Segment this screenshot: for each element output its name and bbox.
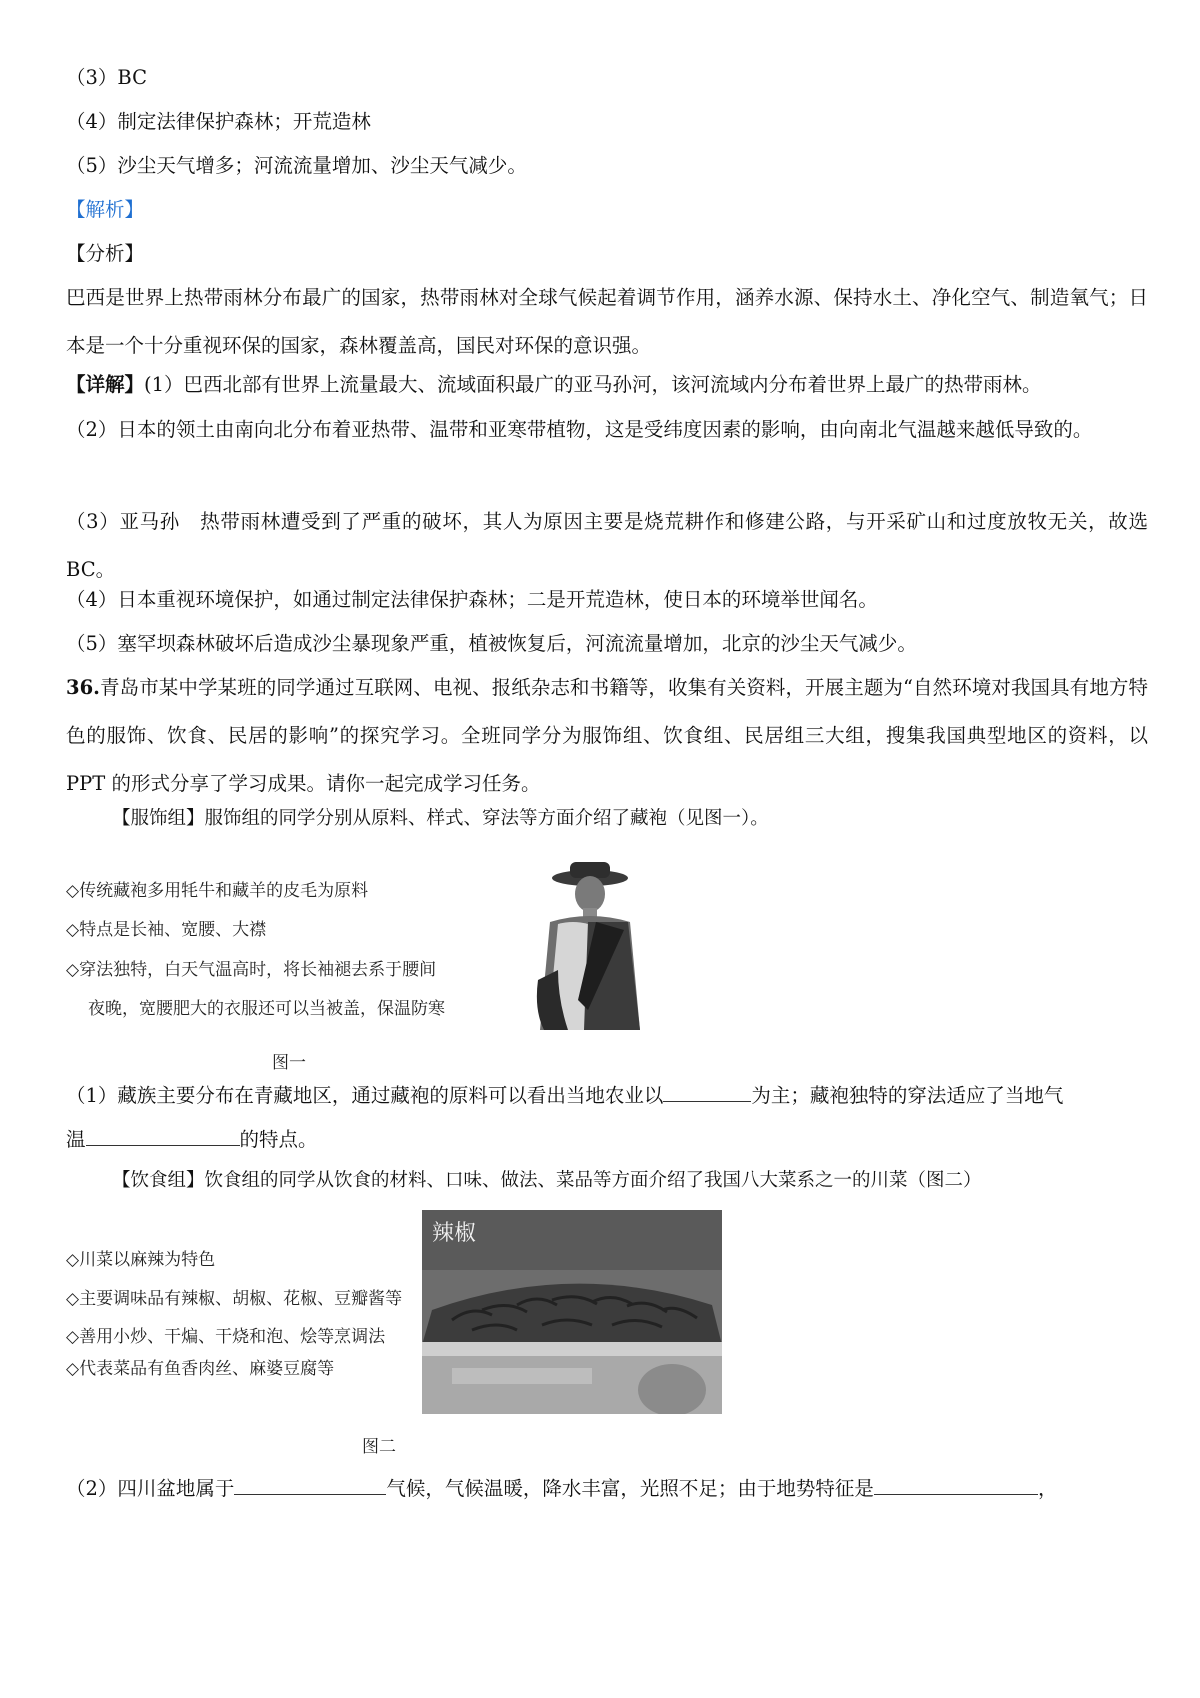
clothing-bullet-2: ◇特点是长袖、宽腰、大襟 xyxy=(66,920,267,940)
question-number: 36. xyxy=(66,676,100,699)
chili-label: 辣椒 xyxy=(432,1221,477,1246)
food-bullet-2: ◇主要调味品有辣椒、胡椒、花椒、豆瓣酱等 xyxy=(66,1289,403,1309)
question-1-text-a: （1）藏族主要分布在青藏地区，通过藏袍的原料可以看出当地农业以 xyxy=(66,1084,664,1107)
detail-1 xyxy=(66,371,1042,399)
clothing-bullet-1: ◇传统藏袍多用牦牛和藏羊的皮毛为原料 xyxy=(66,881,369,901)
answer-blank-agriculture[interactable] xyxy=(663,1081,751,1102)
clothing-bullet-4: 夜晚，宽腰肥大的衣服还可以当被盖，保温防寒 xyxy=(88,999,445,1019)
question-36 xyxy=(66,664,1148,808)
answer-blank-terrain[interactable] xyxy=(874,1474,1038,1495)
analysis-paragraph: 巴西是世界上热带雨林分布最广的国家，热带雨林对全球气候起着调节作用，涵养水源、保持水土、净化空气、制造氧气；日本是一个十分重视环保的国家，森林覆盖高，国民对环保的意识强。 xyxy=(66,286,1148,357)
question-1-line-2 xyxy=(66,1125,318,1154)
tibetan-robe-photo xyxy=(528,860,658,1030)
question-2-text-a: （2）四川盆地属于 xyxy=(66,1477,235,1500)
clothing-intro: 【服饰组】服饰组的同学分别从原料、样式、穿法等方面介绍了藏袍（见图一）。 xyxy=(112,808,769,829)
question-1-text-d: 的特点。 xyxy=(239,1128,318,1151)
question-36-text: 青岛市某中学某班的同学通过互联网、电视、报纸杂志和书籍等，收集有关资料，开展主题为“自然环境对我国具有地方特色的服饰、饮食、民居的影响”的探究学习。全班同学分为服饰组、饮食组、民居组三大组，搜集我国典型地区的资料，以 PPT 的形式分享了学习成果。请你一起完成学习任务。 xyxy=(66,676,1148,795)
answer-blank-temperature[interactable] xyxy=(86,1125,240,1146)
tibetan-robe-illustration-icon xyxy=(528,860,658,1030)
detail-2: （2）日本的领土由南向北分布着亚热带、温带和亚寒带植物，这是受纬度因素的影响，由向南北气温越来越低导致的。 xyxy=(66,418,1093,441)
detail-3: （3）亚马孙 热带雨林遭受到了严重的破坏，其人为原因主要是烧荒耕作和修建公路，与开采矿山和过度放牧无关，故选 BC。 xyxy=(66,510,1148,581)
answer-blank-climate[interactable] xyxy=(234,1474,386,1495)
figure-2-caption: 图二 xyxy=(362,1437,396,1457)
detail-1-text: (1）巴西北部有世界上流量最大、流域面积最广的亚马孙河，该河流域内分布着世界上最广的热带雨林。 xyxy=(144,373,1042,396)
question-2-text-b: 气候，气候温暖，降水丰富，光照不足；由于地势特征是 xyxy=(386,1477,874,1500)
food-bullet-3: ◇善用小炒、干煸、干烧和泡、烩等烹调法 xyxy=(66,1327,386,1347)
detail-5: （5）塞罕坝森林破坏后造成沙尘暴现象严重，植被恢复后，河流流量增加，北京的沙尘天气减少。 xyxy=(66,632,917,655)
question-1-line-1 xyxy=(66,1081,1063,1110)
question-1-text-b: 为主；藏袍独特的穿法适应了当地气 xyxy=(751,1084,1064,1107)
question-2-text-c: ， xyxy=(1037,1477,1058,1500)
food-bullet-4: ◇代表菜品有鱼香肉丝、麻婆豆腐等 xyxy=(66,1359,335,1379)
fenxi-label: 【分析】 xyxy=(66,242,145,265)
chili-photo xyxy=(422,1210,722,1414)
answer-3: （3）BC xyxy=(66,66,148,89)
answer-4: （4）制定法律保护森林；开荒造林 xyxy=(66,110,371,133)
figure-1-caption: 图一 xyxy=(272,1053,306,1073)
detail-label: 【详解】 xyxy=(66,373,145,396)
food-intro: 【饮食组】饮食组的同学从饮食的材料、口味、做法、菜品等方面介绍了我国八大菜系之一的川菜（图二） xyxy=(112,1170,982,1191)
detail-4: （4）日本重视环境保护，如通过制定法律保护森林；二是开荒造林，使日本的环境举世闻名。 xyxy=(66,588,878,611)
food-bullet-1: ◇川菜以麻辣为特色 xyxy=(66,1250,216,1270)
question-2-line-1 xyxy=(66,1474,1057,1503)
question-1-text-c: 温 xyxy=(66,1128,86,1151)
answer-5: （5）沙尘天气增多；河流流量增加、沙尘天气减少。 xyxy=(66,154,527,177)
jiexi-label: 【解析】 xyxy=(66,198,145,221)
clothing-bullet-3: ◇穿法独特，白天气温高时，将长袖褪去系于腰间 xyxy=(66,960,437,980)
